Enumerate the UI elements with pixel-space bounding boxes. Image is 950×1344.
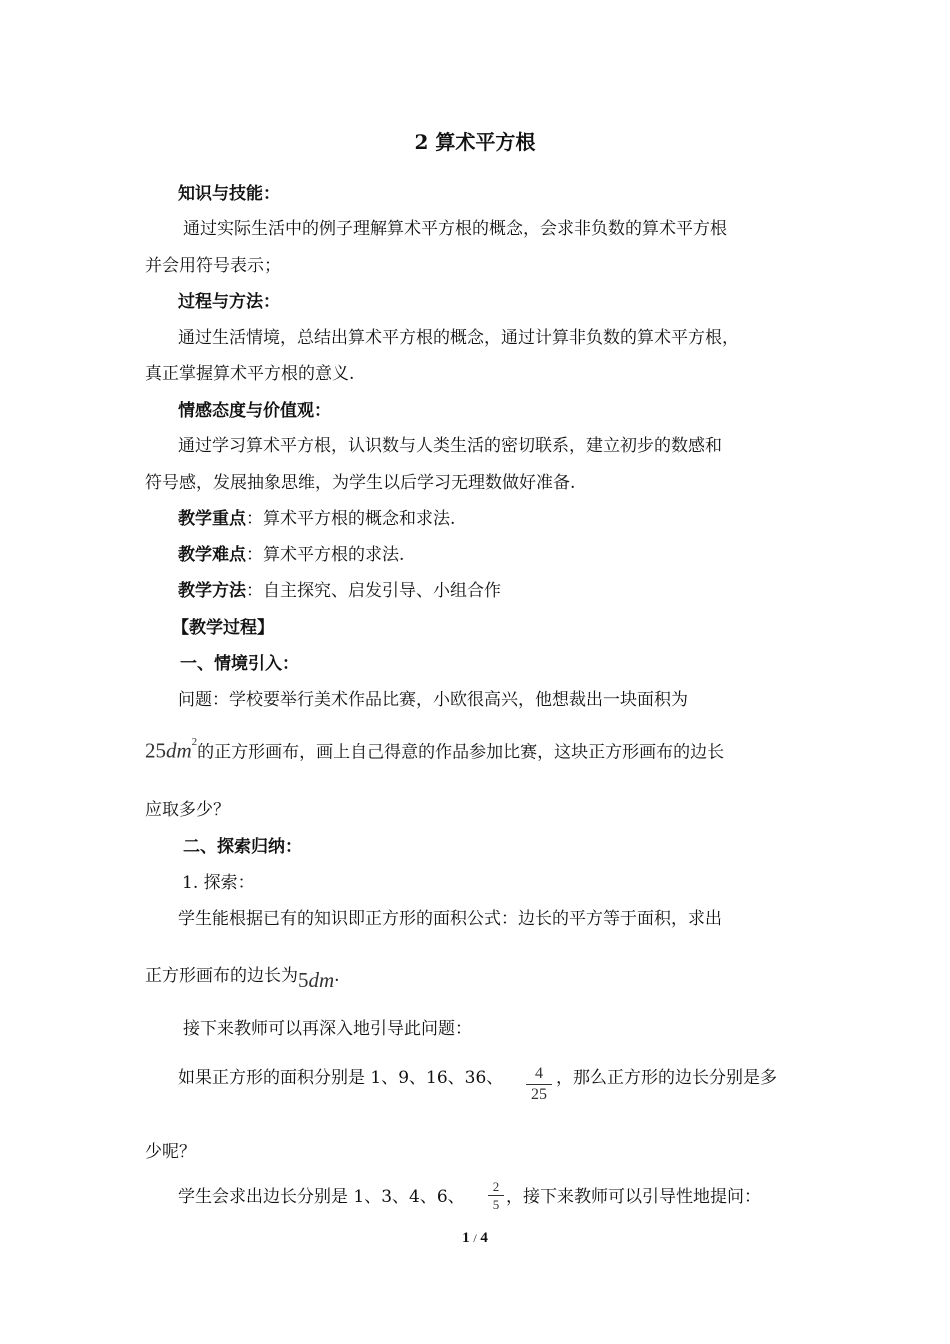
side-length-number: 5 [298, 968, 309, 992]
teaching-method-label: 教学方法 [178, 581, 246, 601]
knowledge-text-line1: 通过实际生活中的例子理解算术平方根的概念，会求非负数的算术平方根 [183, 219, 727, 239]
process-text-line1: 通过生活情境，总结出算术平方根的概念，通过计算非负数的算术平方根， [178, 328, 739, 348]
intro-text-line2-body: 的正方形画布，画上自己得意的作品参加比赛，这块正方形画布的边长 [197, 742, 725, 763]
intro-heading: 一、情境引入： [180, 654, 299, 674]
emotion-heading: 情感态度与价值观： [178, 401, 331, 421]
question-text-line2: 少呢？ [145, 1142, 196, 1162]
fraction-denominator: 25 [526, 1084, 552, 1105]
explore-text-line1: 学生能根据已有的知识即正方形的面积公式：边长的平方等于面积，求出 [178, 909, 722, 929]
answer-text-a: 学生会求出边长分别是 1、3、4、6、 [178, 1187, 465, 1207]
answer-text-b: ，接下来教师可以引导性地提问： [506, 1187, 761, 1207]
question-text-line1-b: ，那么正方形的边长分别是多 [556, 1068, 777, 1088]
area-number: 25 [145, 738, 166, 763]
page-number [0, 1230, 950, 1247]
document-title: 2 算术平方根 [414, 130, 536, 154]
teaching-difficulty-label: 教学难点 [178, 545, 246, 565]
area-unit: dm [166, 738, 192, 763]
emotion-text-line2: 符号感，发展抽象思维，为学生以后学习无理数做好准备. [145, 473, 576, 493]
process-text-line2: 真正掌握算术平方根的意义. [145, 364, 355, 384]
area-exponent: 2 [191, 736, 198, 748]
emotion-text-line1: 通过学习算术平方根，认识数与人类生活的密切联系，建立初步的数感和 [178, 436, 722, 456]
teaching-method-text: ：自主探究、启发引导、小组合作 [246, 581, 501, 601]
explore-text-line2-end: . [334, 966, 340, 986]
teaching-key-label: 教学重点 [178, 509, 246, 529]
teaching-key-text: ：算术平方根的概念和求法. [246, 509, 456, 529]
total-pages: 4 [480, 1230, 488, 1246]
fraction-numerator: 2 [492, 1179, 500, 1194]
intro-text-line1: 问题：学校要举行美术作品比赛，小欧很高兴，他想裁出一块面积为 [178, 690, 688, 710]
teaching-method [178, 579, 501, 603]
teaching-difficulty-text: ：算术平方根的求法. [246, 545, 405, 565]
explore-text-line2-body: 正方形画布的边长为 [145, 966, 298, 986]
side-length-unit: dm [308, 968, 335, 992]
intro-text-line3: 应取多少？ [145, 800, 230, 820]
teaching-key-point [178, 507, 455, 531]
process-heading: 过程与方法： [178, 292, 280, 312]
fraction-denominator: 5 [488, 1195, 504, 1213]
intro-text-line2 [145, 736, 724, 765]
knowledge-heading: 知识与技能： [178, 184, 280, 204]
knowledge-text-line2: 并会用符号表示； [145, 256, 281, 276]
fraction-numerator: 4 [535, 1065, 543, 1082]
guide-text: 接下来教师可以再深入地引导此问题： [183, 1019, 472, 1039]
question-text-line1-a: 如果正方形的面积分别是 1、9、16、36、 [178, 1068, 504, 1088]
explore-text-line2 [145, 962, 340, 992]
explore-subheading: 1. 探索： [182, 873, 255, 893]
fraction-4-over-25 [526, 1064, 552, 1105]
fraction-2-over-5 [488, 1178, 504, 1213]
current-page: 1 [462, 1230, 470, 1246]
page-separator: / [473, 1231, 477, 1245]
teaching-process-title: 【教学过程】 [172, 618, 274, 638]
teaching-difficulty [178, 543, 404, 567]
explore-heading: 二、探索归纳： [183, 837, 302, 857]
